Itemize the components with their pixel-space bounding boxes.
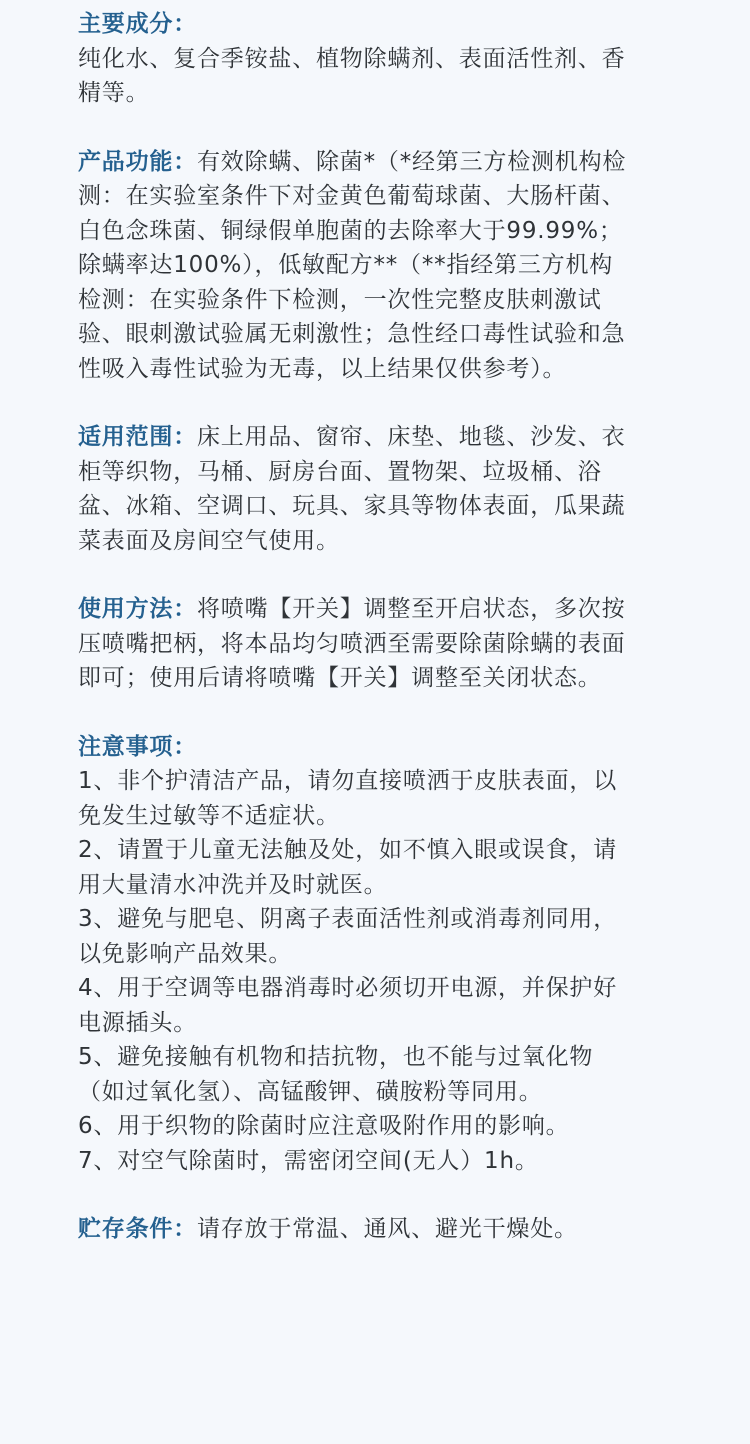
scope-label: 适用范围： [78,424,197,450]
usage-label: 使用方法： [78,596,197,622]
precautions-label: 注意事项： [78,733,197,760]
storage-text: 请存放于常温、通风、避光干燥处。 [197,1216,578,1242]
precautions-list [78,764,678,1178]
precaution-line: 6、用于织物的除菌时应注意吸附作用的影响。 [78,1113,570,1139]
precaution-line: 3、避免与肥皂、阴离子表面活性剂或消毒剂同用， [78,906,618,932]
function-text-line: 除螨率达100%），低敏配方**（**指经第三方机构 [78,252,614,278]
scope-text-line: 菜表面及房间空气使用。 [78,527,340,554]
ingredients-text-line: 纯化水、复合季铵盐、植物除螨剂、表面活性剂、香 [78,45,626,72]
precaution-line: 1、非个护清洁产品，请勿直接喷洒于皮肤表面，以 [78,768,618,794]
function-text: 有效除螨、除菌*（*经第三方检测机构检 [197,148,627,175]
function-text-line: 验、眼刺激试验属无刺激性；急性经口毒性试验和急 [78,321,626,347]
function-text-line: 检测：在实验条件下检测，一次性完整皮肤刺激试 [78,286,602,313]
precautions-section [78,730,678,1179]
function-text-line: 白色念珠菌、铜绿假单胞菌的去除率大于99.99%； [78,217,623,244]
scope-text: 床上用品、窗帘、床垫、地毯、沙发、衣 [197,424,626,450]
usage-first-line [78,592,678,627]
storage-label: 贮存条件： [78,1216,197,1242]
usage-text: 将喷嘴【开关】调整至开启状态，多次按 [197,596,626,622]
storage-line [78,1212,678,1247]
function-text-line: 测：在实验室条件下对金黄色葡萄球菌、大肠杆菌、 [78,183,626,209]
usage-text-line: 即可；使用后请将喷嘴【开关】调整至关闭状态。 [78,665,602,691]
ingredients-label: 主要成分： [78,11,197,37]
precaution-line: 2、请置于儿童无法触及处，如不慎入眼或误食，请 [78,837,618,863]
function-section [78,145,678,387]
precaution-line: 电源插头。 [78,1009,197,1036]
precaution-line: （如过氧化氢）、高锰酸钾、磺胺粉等同用。 [78,1078,543,1105]
precaution-line: 4、用于空调等电器消毒时必须切开电源，并保护好 [78,975,618,1001]
precaution-line: 免发生过敏等不适症状。 [78,802,340,829]
scope-first-line [78,420,678,455]
scope-text-line: 柜等织物，马桶、厨房台面、置物架、垃圾桶、浴 [78,458,602,485]
scope-section [78,420,678,558]
function-first-line [78,145,678,180]
precaution-line: 以免影响产品效果。 [78,940,293,967]
ingredients-text-line: 精等。 [78,80,150,106]
precaution-line: 7、对空气除菌时，需密闭空间(无人）1h。 [78,1147,539,1174]
precaution-line: 用大量清水冲洗并及时就医。 [78,871,388,898]
storage-section [78,1212,678,1247]
usage-section [78,592,678,696]
usage-text-line: 压喷嘴把柄，将本品均匀喷洒至需要除菌除螨的表面 [78,630,626,657]
precaution-line: 5、避免接触有机物和拮抗物，也不能与过氧化物 [78,1044,594,1070]
function-label: 产品功能： [78,148,197,175]
scope-text-line: 盆、冰箱、空调口、玩具、家具等物体表面，瓜果蔬 [78,493,626,519]
function-text-line: 性吸入毒性试验为无毒，以上结果仅供参考）。 [78,355,567,382]
ingredients-section [78,7,678,111]
